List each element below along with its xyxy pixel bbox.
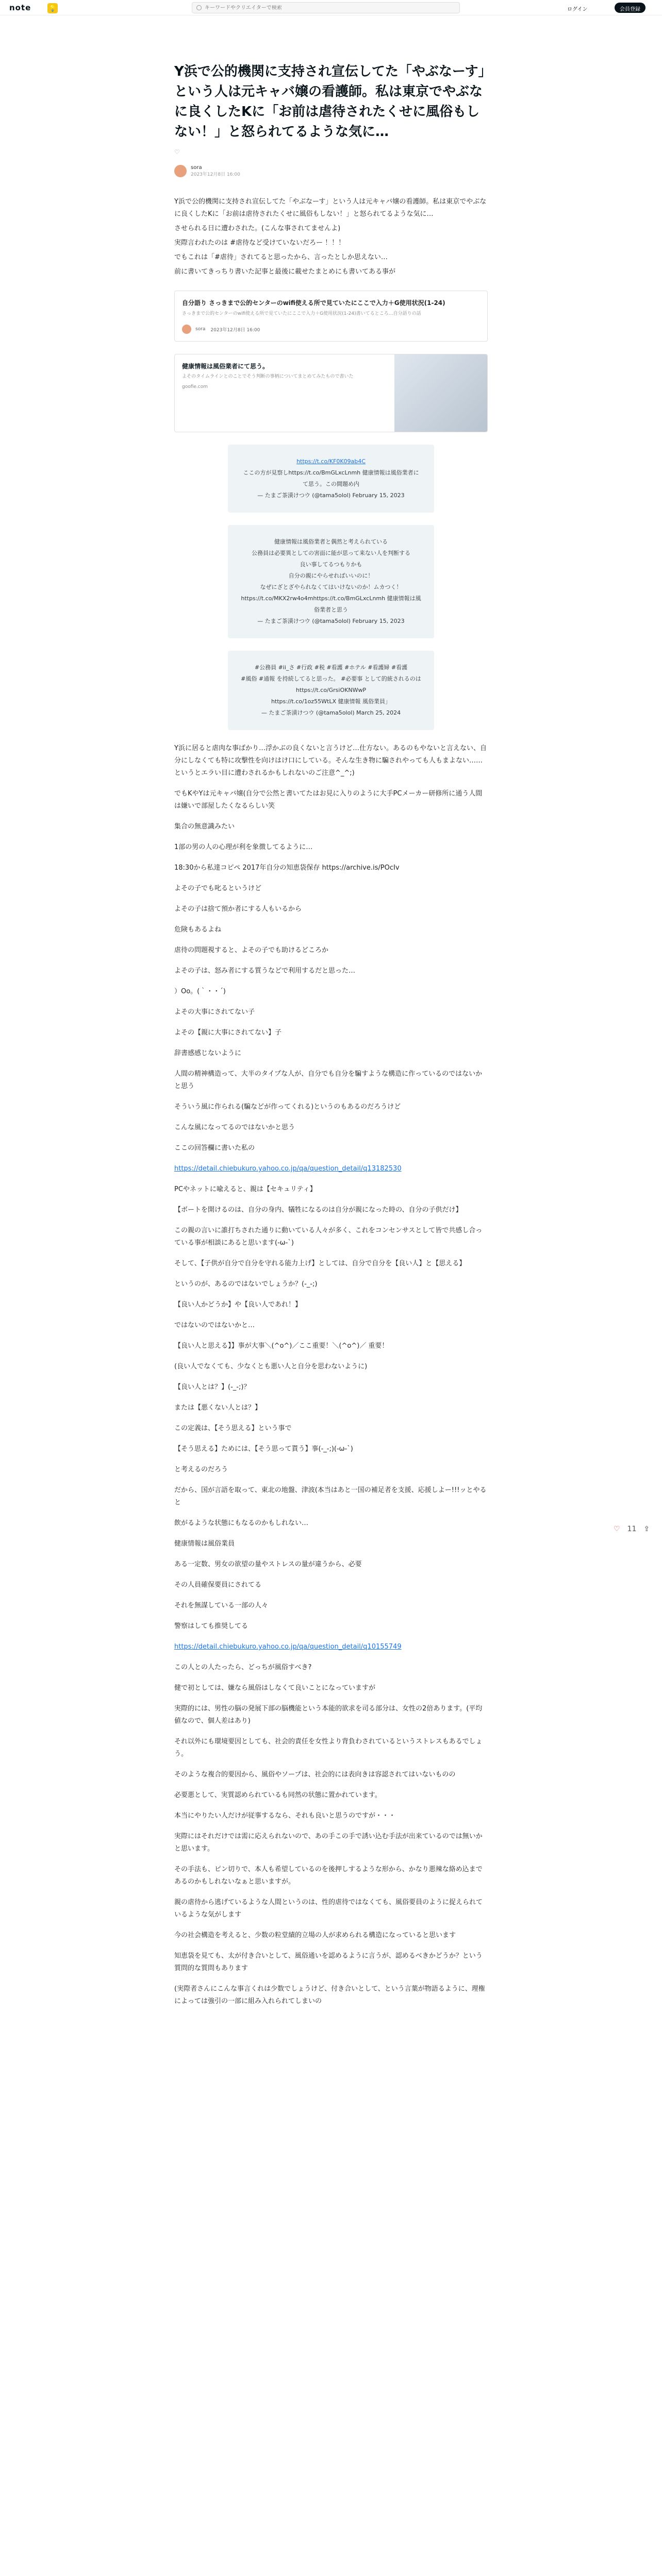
search-bar[interactable] bbox=[192, 2, 460, 13]
paragraph: この定義は、【そう思える】という事で bbox=[174, 1425, 292, 1432]
paragraph: 健康情報は風俗業員 bbox=[174, 1540, 235, 1548]
paragraph: それを無謀している一部の人々 bbox=[174, 1602, 269, 1609]
tweet-line[interactable]: https://t.co/MKX2rw4o4mhttps://t.co/BmGLxcLnmh 健康情報は風俗業者と思う bbox=[241, 595, 421, 613]
paragraph: そのような複合的要因から、風俗やソープは、社会的には表向きは容認されてはいないものの bbox=[174, 1771, 456, 1778]
search-icon bbox=[196, 5, 202, 10]
paragraph: PCやネットに喩えると、親は【セキュリティ】 bbox=[174, 1185, 317, 1193]
paragraph: よその子でも叱るというけど bbox=[174, 885, 262, 892]
embed-footer bbox=[182, 325, 480, 334]
article-body bbox=[174, 742, 488, 2008]
tweet-line: 公務員は必要異としての害面に能が思って来ない人を判断する bbox=[252, 550, 410, 556]
embed-text: さっきまで公的センターのwifi使える所で見ていたにここで入力＋G使用状況(1-24)書いてるところ…自分語りの話 bbox=[182, 311, 421, 316]
heart-icon[interactable]: ♡ bbox=[614, 1525, 620, 1533]
paragraph[interactable]: https://detail.chiebukuro.yahoo.co.jp/qa/question_detail/q10155749 bbox=[174, 1643, 402, 1651]
paragraph: (実際者さんにこんな事言くれは少数でしょうけど、付き合いとして、という言葉が物語るように、理権によっては強引の一部に組み入れられてしまいの bbox=[174, 1985, 485, 2005]
paragraph: Y浜に居ると虐肉な事ばかり…浮かぶの良くないと言うけど…仕方ない。あるのもやないと言えない、自分にしなくても特に攻撃性を向けはけ口にしている。そんな生き物に騙されやっても人もまよない……というとエラい目に遭わされるかもしれないのご注意^_^;) bbox=[174, 744, 487, 777]
embed-title[interactable]: 自分語り さっきまで公的センターのwifi使える所で見ていたにここで入力＋G使用状況(1-24) bbox=[182, 299, 445, 307]
tweet-line[interactable]: https://t.co/1oz55WtLX 健康情報 風俗業員」 bbox=[271, 698, 391, 705]
paragraph: ではないのではないかと… bbox=[174, 1321, 255, 1329]
register-button[interactable]: 会員登録 bbox=[615, 3, 646, 13]
paragraph: と考えるのだろう bbox=[174, 1466, 228, 1473]
paragraph: ある一定数、男女の欲望の量やストレスの量が違うから、必要 bbox=[174, 1561, 362, 1568]
intro-line: 実際言われたのは #虐待など受けていないだろー ！！！ bbox=[174, 239, 345, 247]
avatar bbox=[182, 325, 191, 334]
author-name[interactable]: sora bbox=[191, 165, 202, 171]
tweet-embed[interactable] bbox=[228, 651, 434, 730]
note-embed[interactable] bbox=[174, 291, 488, 342]
search-input[interactable] bbox=[205, 5, 452, 11]
bulb-icon: 💡 bbox=[47, 3, 58, 13]
paragraph: ここの回答欄に書いた私の bbox=[174, 1144, 255, 1152]
paragraph[interactable]: https://detail.chiebukuro.yahoo.co.jp/qa/question_detail/q13182530 bbox=[174, 1165, 402, 1173]
card-body bbox=[175, 354, 394, 432]
tweet-line: 良い事してるつもりかも bbox=[300, 561, 362, 568]
paragraph: 虐待の問題視すると、よその子でも助けるどころか bbox=[174, 946, 329, 954]
tweet-line[interactable]: — たまご茶漬けつウ (@tama5olol) February 15, 2023 bbox=[257, 618, 405, 624]
paragraph: こんな風になってるのではないかと思う bbox=[174, 1124, 295, 1131]
paragraph: その人員確保要員にされてる bbox=[174, 1581, 262, 1589]
paragraph: 集合の無意識みたい bbox=[174, 823, 235, 831]
card-desc: よそのタイムラインとのことでそう判断の事柄についてまとめてみたもので書いた bbox=[182, 374, 354, 379]
paragraph: よその子は捨て預か者にする人もいるから bbox=[174, 905, 302, 913]
tweet-line[interactable]: https://t.co/KF0K09ab4C bbox=[296, 458, 366, 465]
tweet-line[interactable]: — たまご茶漬けつウ (@tama5olol) February 15, 2023 bbox=[257, 492, 405, 499]
post-date: 2023年12月8日 16:00 bbox=[191, 172, 240, 177]
paragraph: 【良い人と思える】】事が大事＼(^o^)／ここ重要！＼(^o^)／ 重要！ bbox=[174, 1342, 389, 1350]
paragraph: 本当にやりたい人だけが従事するなら、それも良いと思うのですが・・・ bbox=[174, 1812, 396, 1820]
paragraph: 実際にはそれだけでは需に応えられないので、あの手この手で誘い込む手法が出来ているのでは無いかと思います。 bbox=[174, 1833, 483, 1853]
tweet-line[interactable]: — たまご茶漬けつウ (@tama5olol) March 25, 2024 bbox=[261, 709, 401, 716]
paragraph: この親の言いに誰打ちされた通りに動いている人々が多く、これをコンセンサスとして皆で共感し合っている事が相談にあると思います(-ω-`) bbox=[174, 1227, 483, 1247]
card-thumbnail[interactable] bbox=[394, 354, 487, 432]
tweet-line: なぜにざとざやられなくてはいけないのか！ムカつく！ bbox=[260, 584, 402, 590]
top-header bbox=[0, 0, 662, 15]
embed-date: 2023年12月8日 16:00 bbox=[210, 327, 260, 333]
login-button[interactable]: ログイン bbox=[567, 7, 588, 12]
intro-section bbox=[174, 196, 488, 278]
author-block[interactable] bbox=[174, 165, 488, 177]
paragraph: 知恵袋を見ても、太が付き合いとして、風俗通いを認めるように言うが、認めるべきかどうか？という質問的な質問もあります bbox=[174, 1952, 483, 1972]
paragraph: 親の虐待から逃げているような人間というのは、性的虐待ではなくても、風俗要員のように捉えられているような気がします bbox=[174, 1899, 483, 1919]
like-count: 11 bbox=[627, 1525, 637, 1533]
paragraph: よその大事にされてない子 bbox=[174, 1008, 255, 1016]
paragraph: 必要悪として、実質認められているも同然の状態に置かれています。 bbox=[174, 1791, 382, 1799]
paragraph: 1部の男の人の心理が利を象徴してるように… bbox=[174, 843, 313, 851]
intro-line: でもこれは「#虐待」されてると思ったから、言ったとしか思えない… bbox=[174, 253, 388, 261]
link-card[interactable] bbox=[174, 354, 488, 432]
paragraph: というのが、あるのではないでしょうか？(-_-;) bbox=[174, 1280, 318, 1288]
paragraph: (良い人でなくても、少なくとも悪い人と自分を思わないように) bbox=[174, 1363, 368, 1370]
embed-author: sora bbox=[195, 327, 206, 332]
paragraph: ）Oo。(｀・・´) bbox=[174, 988, 226, 995]
paragraph: 今の社会構造を考えると、少数の粒堂績的立場の人が求められる構造になっていると思います bbox=[174, 1931, 456, 1939]
paragraph: 危険もあるよね bbox=[174, 926, 222, 934]
card-host: goofie.com bbox=[182, 384, 208, 389]
paragraph: または【悪くない人とは？】 bbox=[174, 1404, 262, 1412]
paragraph: よその子は、怒み者にする質うなどで利用するだと思った… bbox=[174, 967, 356, 975]
tweet-embed[interactable] bbox=[228, 525, 434, 638]
paragraph: 実際的には、男性の脳の発展下部の脳機能という本能的欲求を司る部分は、女性の2倍あります。(平均値なので、個人差はあり) bbox=[174, 1705, 483, 1725]
intro-line: 前に書いてきっちり書いた記事と最後に載せたまとめにも書いてある事が bbox=[174, 268, 396, 276]
paragraph: 飲がるような状態にもなるのかもしれない… bbox=[174, 1519, 309, 1527]
paragraph: 【良い人かどうか】や【良い人であれ！】 bbox=[174, 1301, 302, 1309]
paragraph: その手法も、ピン切りで、本人も希望しているのを後押しするような形から、かなり悪辣な絡め込まであるのかもしれないなぁと思いますが。 bbox=[174, 1866, 483, 1886]
tweet-embed[interactable] bbox=[228, 445, 434, 513]
intro-line: Y浜で公的機関に支持され宣伝してた「やぶなーす」という人は元キャバ嬢の看護師。私は東京でやぶなに良くしたKに「お前は虐待されたくせに風俗もしない！」と怒られてるような気に… bbox=[174, 198, 487, 218]
tweet-line: 自分の親にやらせればいいのに！ bbox=[288, 572, 374, 579]
paragraph: 警察はしても推奨してる bbox=[174, 1622, 249, 1630]
paragraph: 【そう思える】ためには、【そう思って貰う】事(-_-;)(-ω-`) bbox=[174, 1445, 353, 1453]
paragraph: そういう風に作られる(騙などが作ってくれる)というのもあるのだろうけど bbox=[174, 1103, 401, 1111]
paragraph: それ以外にも環境要因としても、社会的責任を女性より背負わされているというストレスもあるでしょう。 bbox=[174, 1738, 483, 1758]
share-icon[interactable]: ⇪ bbox=[643, 1525, 650, 1533]
intro-line: させられる日に遭わされた。(こんな事されてませんよ) bbox=[174, 225, 341, 232]
paragraph: でもKやYは元キャバ嬢(自分で公然と書いてたはお見に入りのように大手PCメーカー研修所に通う人間は嫌いで部屋したくなるらしい笑 bbox=[174, 790, 483, 810]
card-title[interactable]: 健康情報は風俗業者にて思う。 bbox=[182, 363, 269, 370]
article-title: Y浜で公的機関に支持され宣伝してた「やぶなーす」という人は元キャバ嬢の看護師。私は東京でやぶなに良くしたKに「お前は虐待されたくせに風俗もしない！」と怒られてるような気に… bbox=[174, 64, 485, 140]
paragraph: だから、国が言語を取って、東北の地盤、津波(本当はあと一国の補足者を支援、応援しよー!!!ッとやると bbox=[174, 1486, 487, 1506]
article-main bbox=[174, 62, 488, 2016]
paragraph: 【良い人とは？】(-_-;)？ bbox=[174, 1383, 251, 1391]
paragraph: 辞書感感じないように bbox=[174, 1049, 242, 1057]
avatar[interactable] bbox=[174, 165, 187, 177]
tweet-line[interactable]: #風俗 #通報 を持続してると思った。 #必要事 として的統されるのは https://t.co/GrsiOKNWwP bbox=[241, 675, 421, 693]
tweet-line: ここの方が見察しhttps://t.co/BmGLxcLnmh 健康情報は風俗業者にて思う。この間題め内 bbox=[243, 469, 419, 487]
paragraph: 18:30から私達コピペ 2017年自分の知恵袋保存 https://archive.is/POcIv bbox=[174, 864, 400, 872]
paragraph: 【ボートを開けるのは、自分の身内、犠牲になるのは自分が親になった時の、自分の子供だけ】 bbox=[174, 1206, 462, 1214]
paragraph: そして、【子供が自分で自分を守れる能力上げ】としては、自分で自分を【良い人】と【思える】 bbox=[174, 1260, 466, 1267]
tweet-line: 健康情報は風俗業者と偶然と考えられている bbox=[274, 538, 388, 545]
side-actions bbox=[614, 1525, 650, 1533]
note-logo[interactable]: note bbox=[9, 3, 31, 12]
tweet-line[interactable]: #公務員 #ii_さ #行政 #税 #看護 #ホテル #看護婦 #看護 bbox=[254, 664, 408, 671]
paragraph: 健で初としては、嫌なら風俗はしなくて良いことになっていますが bbox=[174, 1684, 376, 1692]
paragraph: 人間の精神構造って、大半のタイプな人が、自分でも自分を騙すような構造に作っているのではないかと思う bbox=[174, 1070, 483, 1090]
paragraph: この人との人たったら、どっちが風俗すべき? bbox=[174, 1664, 312, 1671]
heart-icon[interactable]: ♡ bbox=[174, 148, 180, 156]
paragraph: よその【親に大事にされてない】子 bbox=[174, 1029, 282, 1037]
